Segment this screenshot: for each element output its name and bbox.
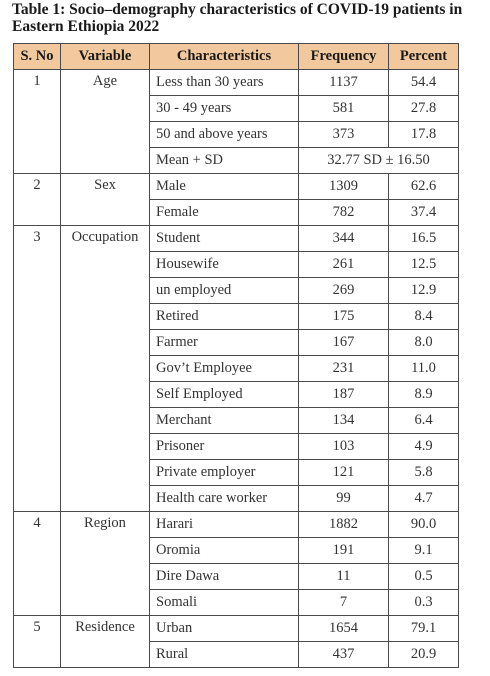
header-frequency: Frequency — [299, 44, 389, 70]
cell-characteristic: Oromia — [150, 538, 299, 564]
cell-percent: 17.8 — [389, 122, 459, 148]
header-characteristics: Characteristics — [150, 44, 299, 70]
cell-characteristic: Self Employed — [150, 382, 299, 408]
cell-percent: 4.9 — [389, 434, 459, 460]
cell-mean-sd: 32.77 SD ± 16.50 — [299, 148, 459, 174]
cell-characteristic: Farmer — [150, 330, 299, 356]
cell-frequency: 1137 — [299, 70, 389, 96]
table-body — [14, 70, 459, 668]
cell-frequency: 1882 — [299, 512, 389, 538]
cell-characteristic: Rural — [150, 642, 299, 668]
table-caption: Table 1: Socio–demography characteristics of COVID-19 patients in Eastern Ethiopia 2022 — [12, 1, 463, 35]
cell-frequency: 187 — [299, 382, 389, 408]
cell-frequency: 261 — [299, 252, 389, 278]
cell-frequency: 167 — [299, 330, 389, 356]
cell-frequency: 103 — [299, 434, 389, 460]
cell-frequency: 11 — [299, 564, 389, 590]
cell-percent: 8.0 — [389, 330, 459, 356]
cell-characteristic: Prisoner — [150, 434, 299, 460]
cell-frequency: 437 — [299, 642, 389, 668]
cell-characteristic: Female — [150, 200, 299, 226]
cell-characteristic: Private employer — [150, 460, 299, 486]
cell-characteristic: Gov’t Employee — [150, 356, 299, 382]
cell-frequency: 7 — [299, 590, 389, 616]
cell-percent: 27.8 — [389, 96, 459, 122]
cell-characteristic: 30 - 49 years — [150, 96, 299, 122]
table-row — [14, 512, 459, 538]
cell-variable: Sex — [61, 174, 150, 226]
cell-variable: Age — [61, 70, 150, 174]
cell-percent: 12.5 — [389, 252, 459, 278]
cell-percent: 12.9 — [389, 278, 459, 304]
cell-frequency: 782 — [299, 200, 389, 226]
cell-percent: 6.4 — [389, 408, 459, 434]
table-row — [14, 226, 459, 252]
cell-frequency: 134 — [299, 408, 389, 434]
cell-characteristic: Health care worker — [150, 486, 299, 512]
cell-characteristic: Merchant — [150, 408, 299, 434]
cell-percent: 62.6 — [389, 174, 459, 200]
cell-characteristic: Less than 30 years — [150, 70, 299, 96]
table-row — [14, 616, 459, 642]
cell-percent: 11.0 — [389, 356, 459, 382]
cell-sno: 4 — [14, 512, 61, 616]
cell-percent: 79.1 — [389, 616, 459, 642]
table-row — [14, 174, 459, 200]
cell-characteristic: Male — [150, 174, 299, 200]
cell-frequency: 344 — [299, 226, 389, 252]
cell-characteristic: Mean + SD — [150, 148, 299, 174]
cell-percent: 0.5 — [389, 564, 459, 590]
cell-frequency: 269 — [299, 278, 389, 304]
cell-characteristic: Dire Dawa — [150, 564, 299, 590]
cell-percent: 37.4 — [389, 200, 459, 226]
cell-percent: 5.8 — [389, 460, 459, 486]
cell-percent: 16.5 — [389, 226, 459, 252]
cell-frequency: 121 — [299, 460, 389, 486]
cell-characteristic: Housewife — [150, 252, 299, 278]
cell-percent: 90.0 — [389, 512, 459, 538]
cell-percent: 54.4 — [389, 70, 459, 96]
table-row — [14, 70, 459, 96]
cell-sno: 3 — [14, 226, 61, 512]
cell-frequency: 99 — [299, 486, 389, 512]
demography-table — [13, 43, 459, 668]
cell-percent: 20.9 — [389, 642, 459, 668]
cell-sno: 5 — [14, 616, 61, 668]
cell-percent: 8.9 — [389, 382, 459, 408]
header-variable: Variable — [61, 44, 150, 70]
cell-characteristic: Retired — [150, 304, 299, 330]
cell-characteristic: Somali — [150, 590, 299, 616]
cell-characteristic: Student — [150, 226, 299, 252]
cell-frequency: 581 — [299, 96, 389, 122]
cell-characteristic: Urban — [150, 616, 299, 642]
cell-frequency: 231 — [299, 356, 389, 382]
cell-percent: 0.3 — [389, 590, 459, 616]
cell-variable: Occupation — [61, 226, 150, 512]
header-sno: S. No — [14, 44, 61, 70]
cell-frequency: 373 — [299, 122, 389, 148]
table-header-row — [14, 44, 459, 70]
cell-characteristic: Harari — [150, 512, 299, 538]
cell-frequency: 175 — [299, 304, 389, 330]
cell-frequency: 1654 — [299, 616, 389, 642]
cell-variable: Region — [61, 512, 150, 616]
cell-percent: 8.4 — [389, 304, 459, 330]
cell-percent: 9.1 — [389, 538, 459, 564]
cell-frequency: 1309 — [299, 174, 389, 200]
cell-variable: Residence — [61, 616, 150, 668]
header-percent: Percent — [389, 44, 459, 70]
cell-frequency: 191 — [299, 538, 389, 564]
cell-sno: 1 — [14, 70, 61, 174]
cell-characteristic: un employed — [150, 278, 299, 304]
cell-sno: 2 — [14, 174, 61, 226]
cell-characteristic: 50 and above years — [150, 122, 299, 148]
cell-percent: 4.7 — [389, 486, 459, 512]
